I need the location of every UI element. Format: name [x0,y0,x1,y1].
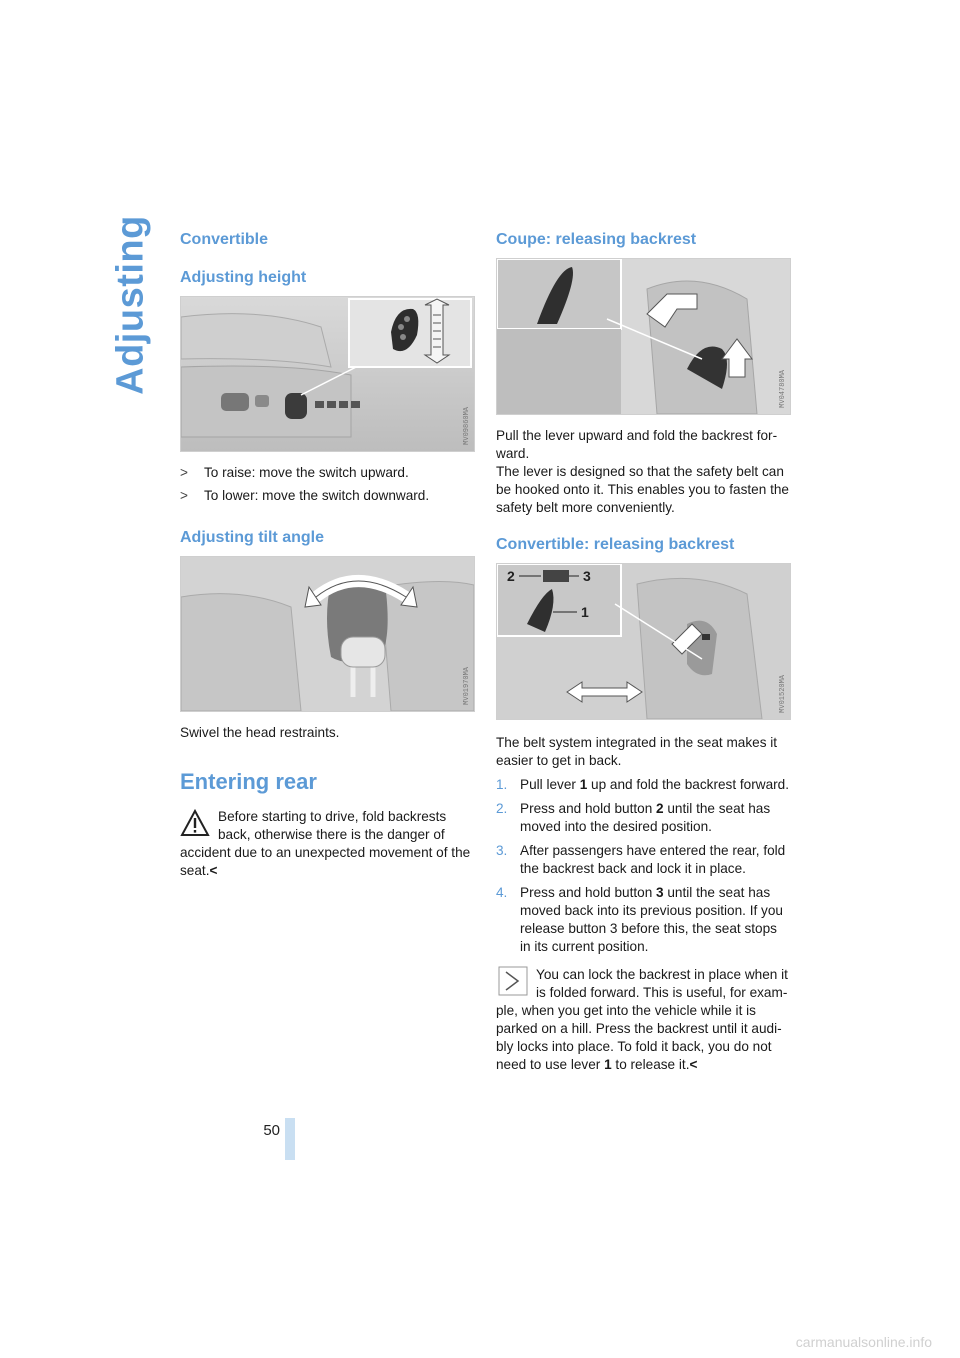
heading-adjusting-tilt: Adjusting tilt angle [180,529,324,546]
warning-note: Before starting to drive, fold backrests back, otherwise there is the danger of accident due to an unexpected movement of the seat.< [180,809,471,878]
figure-coupe-backrest [496,258,791,415]
footer-watermark: carmanualsonline.info [795,1334,932,1350]
list-item: 3. After passengers have entered the rear, fold the backrest back and lock it in place. [496,843,786,876]
head-restraint-illustration [181,557,474,711]
list-item: 2. Press and hold button 2 until the seat has moved into the desired position. [496,801,771,834]
coupe-text-1: Pull the lever upward and fold the backrest forward. [496,428,778,461]
tip-arrow-icon [498,966,528,996]
figure-code: MV04780MA [779,370,787,408]
list-item: > To raise: move the switch upward. [180,465,409,480]
tilt-text: Swivel the head restraints. [180,725,340,740]
figure-convertible-backrest [496,563,791,720]
heading-convertible-releasing-backrest: Convertible: releasing backrest [496,536,735,553]
convertible-backrest-illustration [497,564,790,719]
convertible-intro: The belt system integrated in the seat makes it easier to get in back. [496,735,778,768]
figure-label-2: 2 [507,568,515,584]
coupe-text-2: The lever is designed so that the safety belt can be hooked onto it. This enables you to fasten the safety belt more conveniently. [496,464,789,515]
coupe-backrest-illustration [497,259,790,414]
heading-coupe-releasing-backrest: Coupe: releasing backrest [496,231,697,248]
section-title-convertible: Convertible [180,231,269,248]
figure-label-1: 1 [581,604,589,620]
left-column [180,230,475,880]
figure-code: MV09860MA [463,407,471,445]
tip-note: You can lock the backrest in place when it is folded forward. This is useful, for example, when you get into the vehicle while it is parked on a hill. Press the backrest until it audibly locks into place. To fold it back, you do not need to use lever 1 to release it.< [496,967,788,1072]
list-item: 1. Pull lever 1 up and fold the backrest forward. [496,777,790,792]
figure-seat-height-switch [180,296,475,452]
height-instructions [180,464,475,505]
list-item: > To lower: move the switch downward. [180,488,430,503]
side-title: Adjusting [109,215,152,395]
seat-switch-illustration [181,297,474,451]
page-edge-bar [285,1118,295,1160]
right-column [496,230,791,1074]
figure-code: MV01520MA [779,675,787,713]
list-item: 4. Press and hold button 3 until the seat has moved back into its previous position. If you release button 3 before this, the seat stops in its current position. [496,885,783,954]
convertible-steps [496,776,791,956]
figure-label-3: 3 [583,568,591,584]
figure-code: MV01970MA [463,667,471,705]
heading-adjusting-height: Adjusting height [180,269,307,286]
page-number: 50 [263,1122,280,1139]
heading-entering-rear: Entering rear [180,769,317,794]
figure-head-restraint-tilt [180,556,475,712]
warning-icon [180,808,210,838]
